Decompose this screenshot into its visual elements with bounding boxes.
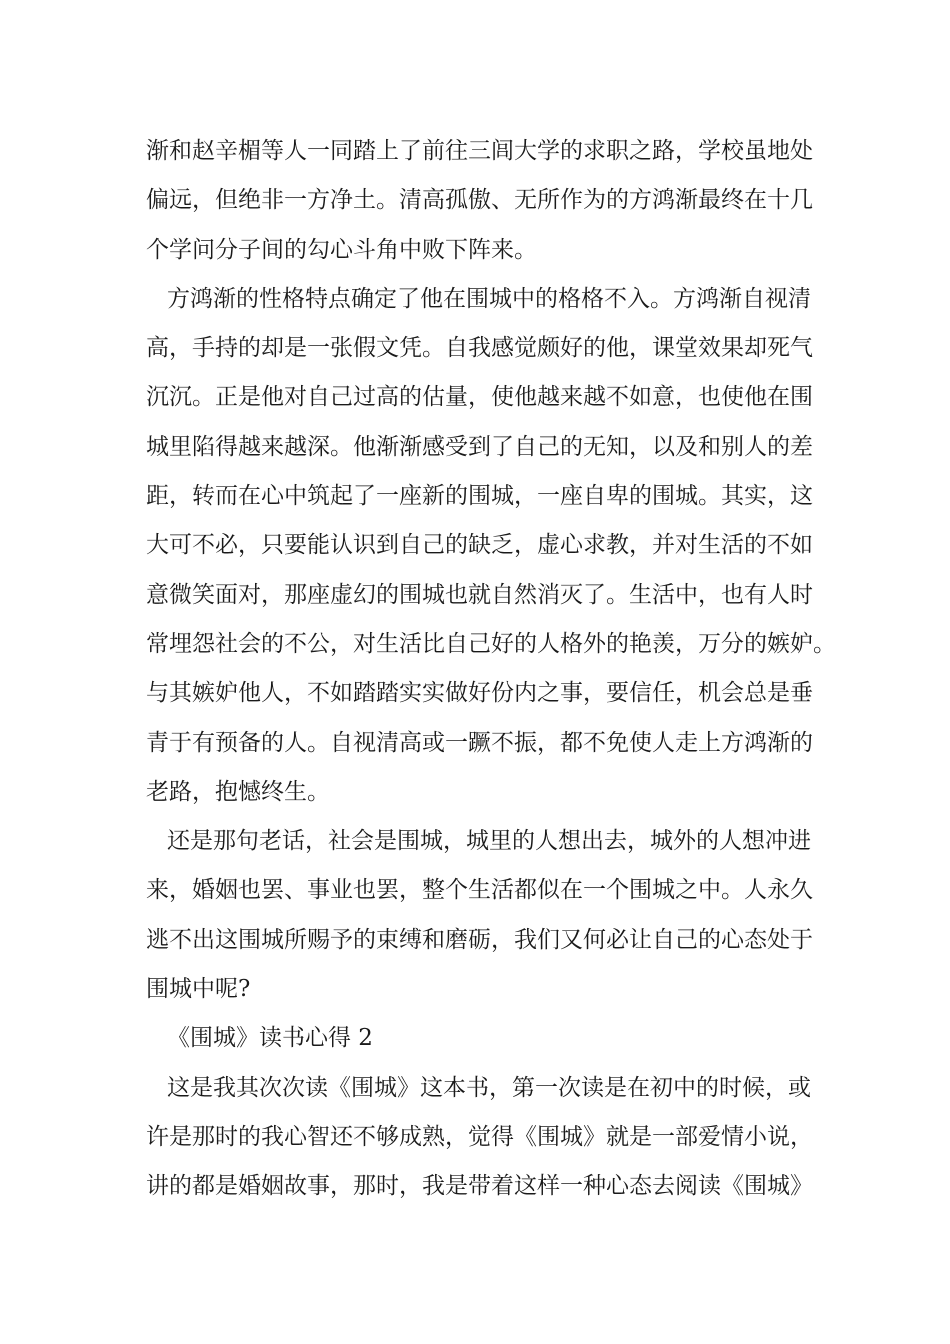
text-line: 老路，抱憾终生。 [146,778,330,805]
paragraph-first-line: 还是那句老话，社会是围城，城里的人想出去，城外的人想冲进 [167,828,811,855]
text-line: 城里陷得越来越深。他渐渐感受到了自己的无知，以及和别人的差 [146,433,813,460]
text-line: 大可不必，只要能认识到自己的缺乏，虚心求教，并对生活的不如 [146,532,813,559]
text-line: 围城中呢? [146,976,251,1003]
text-line: 许是那时的我心智还不够成熟，觉得《围城》就是一部爱情小说， [146,1123,813,1150]
text-line: 来，婚姻也罢、事业也罢，整个生活都似在一个围城之中。人永久 [146,877,813,904]
text-line: 距，转而在心中筑起了一座新的围城，一座自卑的围城。其实，这 [146,483,813,510]
paragraph-first-line: 这是我其次次读《围城》这本书，第一次读是在初中的时候，或 [167,1074,811,1101]
text-line: 逃不出这围城所赐予的束缚和磨砺，我们又何必让自己的心态处于 [146,926,813,953]
text-line: 讲的都是婚姻故事，那时，我是带着这样一种心态去阅读《围城》 [146,1173,813,1200]
text-line: 与其嫉妒他人，不如踏踏实实做好份内之事，要信任，机会总是垂 [146,680,813,707]
text-line: 个学问分子间的勾心斗角中败下阵来。 [146,236,537,263]
text-line: 常埋怨社会的不公，对生活比自己好的人格外的艳羡，万分的嫉妒。 [146,630,836,657]
section-heading: 《围城》读书心得 2 [167,1025,373,1052]
document-body [146,127,836,1212]
text-line: 青于有预备的人。自视清高或一蹶不振，都不免使人走上方鸿渐的 [146,729,813,756]
text-line: 偏远，但绝非一方净土。清高孤傲、无所作为的方鸿渐最终在十几 [146,187,813,214]
text-line: 渐和赵辛楣等人一同踏上了前往三闾大学的求职之路，学校虽地处 [146,138,813,164]
text-line: 意微笑面对，那座虚幻的围城也就自然消灭了。生活中，也有人时 [146,581,813,608]
text-line: 高，手持的却是一张假文凭。自我感觉颇好的他，课堂效果却死气 [146,335,813,362]
text-line: 沉沉。正是他对自己过高的估量，使他越来越不如意，也使他在围 [146,384,813,411]
paragraph-first-line: 方鸿渐的性格特点确定了他在围城中的格格不入。方鸿渐自视清 [167,285,811,312]
